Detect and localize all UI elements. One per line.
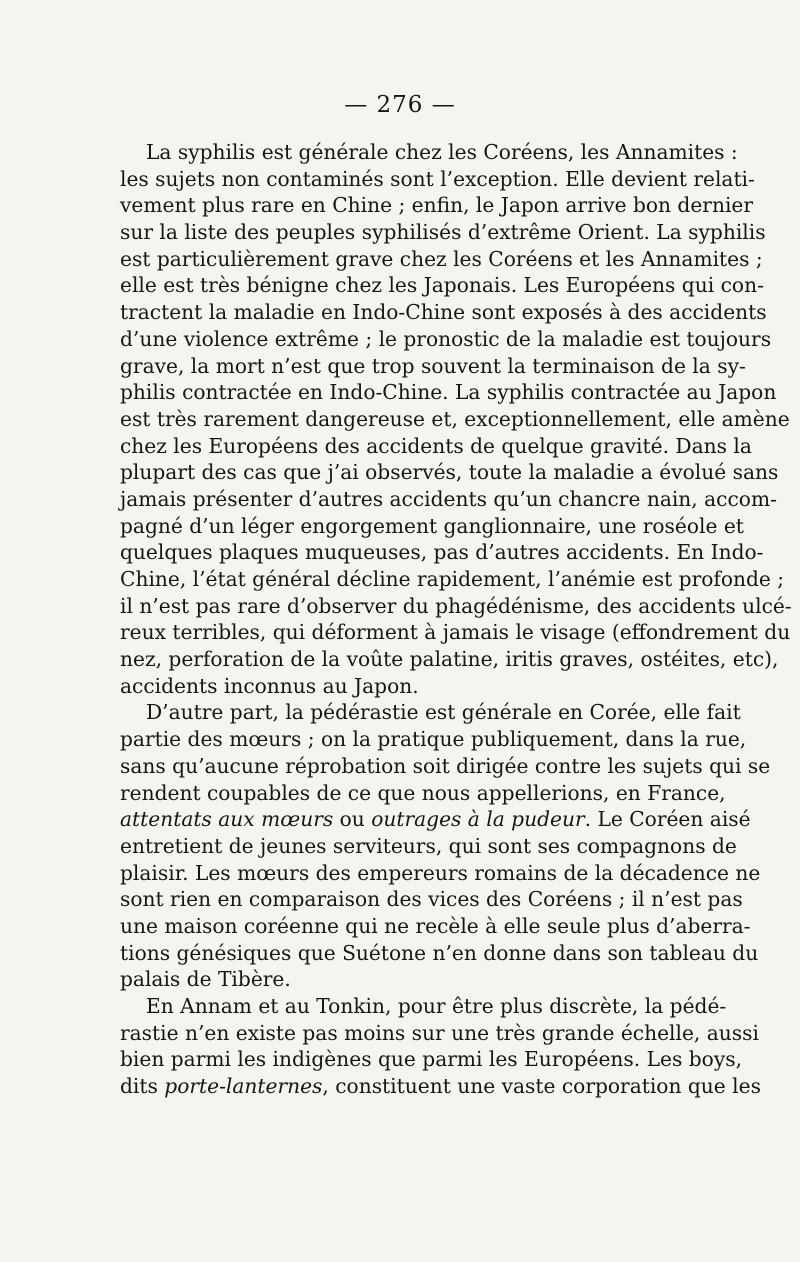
text-line: [120, 726, 747, 753]
text-segment: ou: [333, 807, 372, 832]
text-segment: sans qu’aucune réprobation soit dirigée contre les sujets qui se: [120, 753, 771, 778]
text-segment: les sujets non contaminés sont l’exception. Elle devient relati-: [120, 166, 755, 191]
page-number: — 276 —: [344, 92, 456, 118]
text-line: [120, 1046, 743, 1073]
text-segment: d’une violence extrême ; le pronostic de la maladie est toujours: [120, 326, 772, 351]
text-segment: tractent la maladie en Indo-Chine sont exposés à des accidents: [120, 300, 767, 325]
text-segment: grave, la mort n’est que trop souvent la terminaison de la sy-: [120, 353, 746, 378]
text-segment: dits: [120, 1074, 165, 1099]
text-line: [120, 459, 779, 486]
text-line: [120, 966, 675, 993]
body-text: [120, 139, 792, 1100]
text-line: [120, 139, 738, 166]
text-segment: une maison coréenne qui ne recèle à elle seule plus d’aberra-: [120, 913, 751, 938]
text-line: [120, 433, 752, 460]
text-line: [120, 780, 726, 807]
text-segment: entretient de jeunes serviteurs, qui sont ses compagnons de: [120, 833, 737, 858]
text-line: [120, 646, 779, 673]
text-line: [120, 299, 767, 326]
text-line: [120, 219, 766, 246]
text-line: [120, 940, 759, 967]
text-line: [120, 593, 792, 620]
text-line: [120, 673, 675, 700]
text-segment: philis contractée en Indo-Chine. La syphilis contractée au Japon: [120, 380, 777, 405]
text-segment: , constituent une vaste corporation que les: [322, 1074, 761, 1099]
text-segment: . Le Coréen aisé: [584, 807, 751, 832]
text-segment: vement plus rare en Chine ; enfin, le Japon arrive bon dernier: [120, 193, 754, 218]
text-line: [120, 353, 746, 380]
text-segment: sur la liste des peuples syphilisés d’extrême Orient. La syphilis: [120, 220, 766, 245]
text-segment: elle est très bénigne chez les Japonais. Les Européens qui con-: [120, 273, 764, 298]
text-segment: nez, perforation de la voûte palatine, iritis graves, ostéites, etc),: [120, 647, 779, 672]
text-segment: plaisir. Les mœurs des empereurs romains de la décadence ne: [120, 860, 761, 885]
italic-text-segment: outrages à la pudeur: [371, 807, 585, 832]
text-segment: rendent coupables de ce que nous appellerions, en France,: [120, 780, 726, 805]
text-line: [120, 993, 727, 1020]
text-segment: reux terribles, qui déforment à jamais le visage (effondrement du: [120, 620, 791, 645]
text-line: [120, 833, 737, 860]
text-line: [120, 379, 777, 406]
text-line: [120, 699, 741, 726]
text-line: [120, 806, 751, 833]
text-line: [120, 1073, 761, 1100]
text-segment: sont rien en comparaison des vices des Coréens ; il n’est pas: [120, 887, 743, 912]
text-line: [120, 406, 790, 433]
text-segment: partie des mœurs ; on la pratique publiquement, dans la rue,: [120, 727, 747, 752]
text-line: [120, 246, 763, 273]
text-line: [120, 619, 791, 646]
italic-text-segment: porte-lanternes: [164, 1074, 323, 1099]
text-line: [120, 1020, 759, 1047]
text-segment: accidents inconnus au Japon.: [120, 673, 419, 698]
text-segment: rastie n’en existe pas moins sur une très grande échelle, aussi: [120, 1020, 759, 1045]
text-segment: il n’est pas rare d’observer du phagédénisme, des accidents ulcé-: [120, 593, 792, 618]
text-line: [120, 566, 785, 593]
text-segment: Chine, l’état général décline rapidement, l’anémie est profonde ;: [120, 567, 785, 591]
text-line: [120, 513, 744, 540]
text-segment: est très rarement dangereuse et, exceptionnellement, elle amène: [120, 406, 790, 431]
text-line: [120, 753, 771, 780]
text-segment: pagné d’un léger engorgement ganglionnaire, une roséole et: [120, 513, 744, 538]
text-segment: palais de Tibère.: [120, 967, 291, 992]
text-line: [120, 192, 754, 219]
text-segment: est particulièrement grave chez les Coréens et les Annamites ;: [120, 246, 763, 271]
text-segment: En Annam et au Tonkin, pour être plus discrète, la pédé-: [146, 994, 727, 1018]
text-line: [120, 326, 772, 353]
italic-text-segment: attentats aux mœurs: [120, 807, 334, 832]
text-segment: tions génésiques que Suétone n’en donne dans son tableau du: [120, 940, 759, 965]
text-line: [120, 886, 743, 913]
text-segment: quelques plaques muqueuses, pas d’autres accidents. En Indo-: [120, 540, 764, 565]
text-segment: La syphilis est générale chez les Coréens, les Annamites :: [146, 140, 738, 164]
text-line: [120, 539, 764, 566]
text-line: [120, 166, 755, 193]
text-segment: chez les Européens des accidents de quelque gravité. Dans la: [120, 433, 752, 458]
text-segment: bien parmi les indigènes que parmi les Européens. Les boys,: [120, 1047, 743, 1072]
text-segment: D’autre part, la pédérastie est générale en Corée, elle fait: [146, 700, 741, 725]
text-line: [120, 272, 764, 299]
text-segment: plupart des cas que j’ai observés, toute la maladie a évolué sans: [120, 460, 779, 485]
text-line: [120, 486, 777, 513]
text-line: [120, 913, 751, 940]
text-line: [120, 860, 761, 887]
text-segment: jamais présenter d’autres accidents qu’un chancre nain, accom-: [120, 486, 777, 511]
